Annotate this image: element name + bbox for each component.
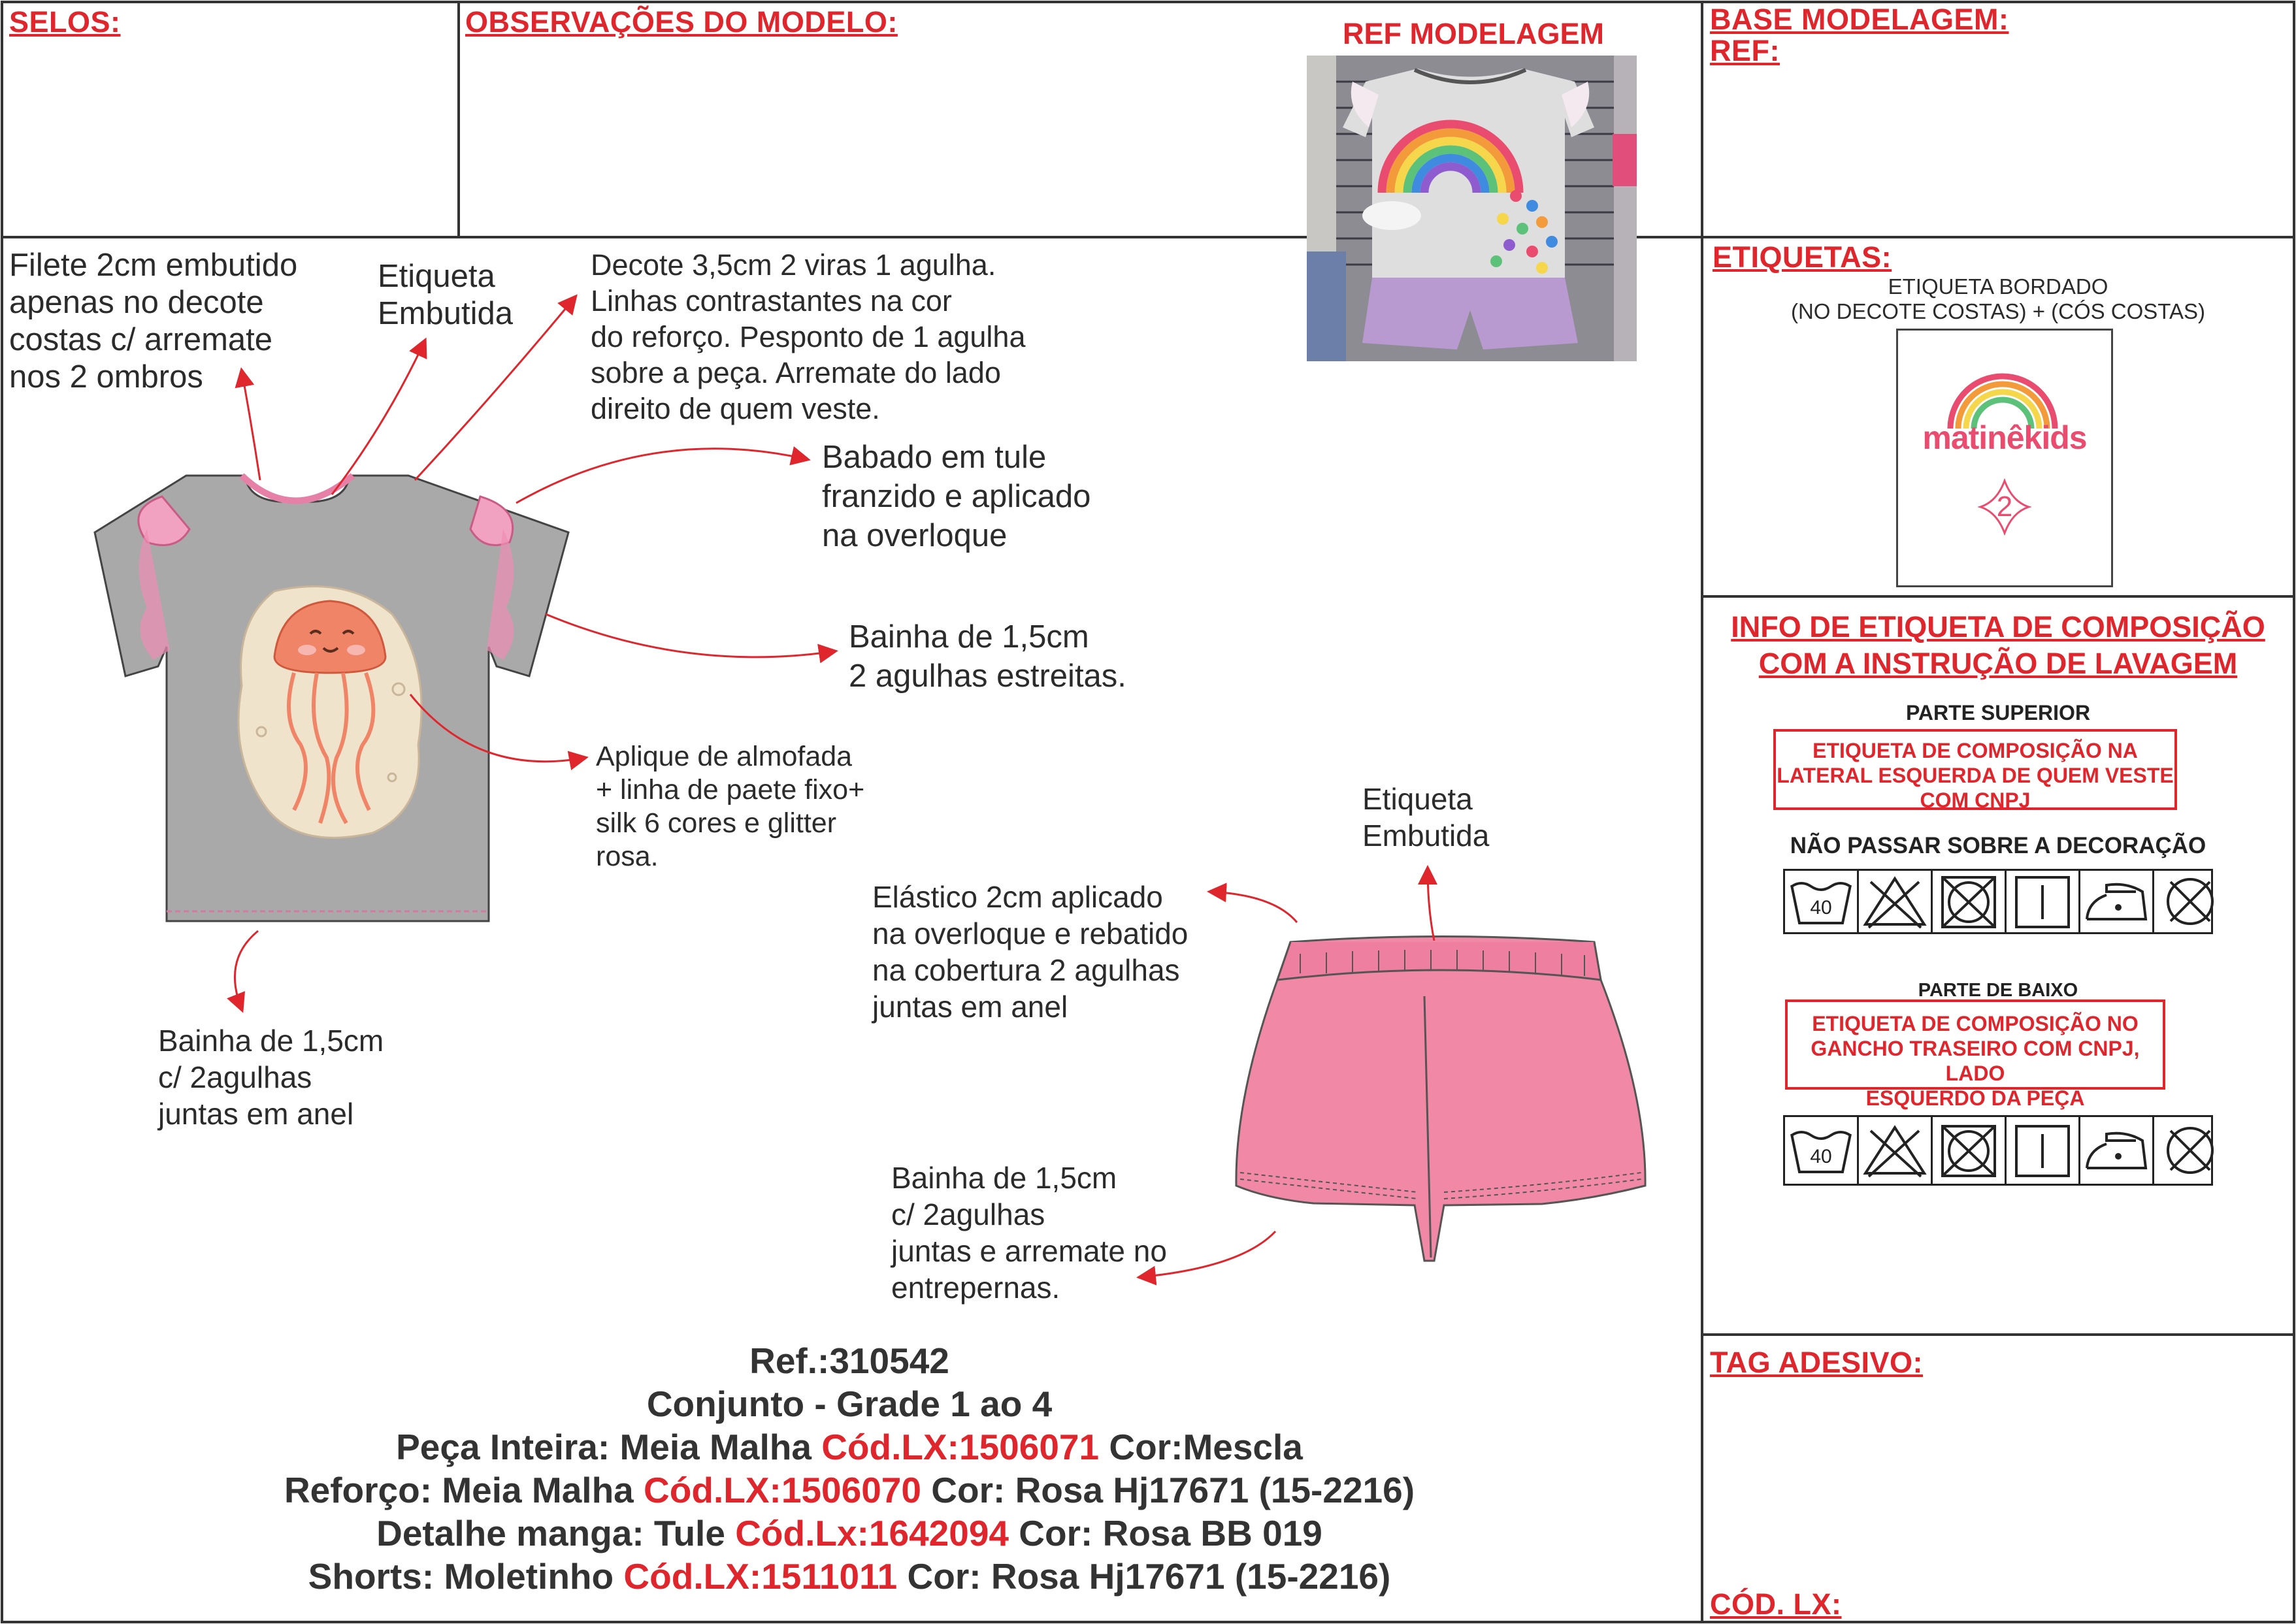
brand-name: matinêkids [1922,419,2087,456]
note-etiqueta-top [378,258,513,333]
note-filete [9,247,297,396]
etiquetas-header: ETIQUETAS: [1713,240,1892,274]
spec-color: Cor: Rosa BB 019 [1009,1513,1322,1553]
note-etiqueta-short [1362,781,1489,854]
note-line: Decote 3,5cm 2 viras 1 agulha. [591,248,996,282]
iron-low-icon [2080,1117,2154,1184]
note-line: nos 2 ombros [9,359,203,395]
no-tumble-dry-icon [1933,1117,2007,1184]
spec-label: Detalhe manga: Tule [376,1513,736,1553]
spec-label: Peça Inteira: Meia Malha [396,1427,822,1467]
note-line: sobre a peça. Arremate do lado [591,356,1001,389]
spec-detalhe-manga [0,1512,1699,1555]
note-line: do reforço. Pesponto de 1 agulha [591,320,1026,353]
parte-superior-label: PARTE SUPERIOR [1905,701,2091,724]
no-tumble-dry-icon [1933,871,2007,932]
wash-40-icon [1785,1117,1859,1184]
note-babado [822,438,1091,555]
note-bainha-manga [849,617,1126,696]
warning-text: NÃO PASSAR SOBRE A DECORAÇÃO [1790,833,2206,858]
note-line: Babado em tule [822,440,1047,475]
box-line: ESQUERDO DA PEÇA [1865,1086,2085,1110]
note-line: Bainha de 1,5cm [849,619,1089,655]
note-bainha-blusa [158,1022,384,1132]
spec-label: Reforço: Meia Malha [284,1470,644,1510]
note-line: Linhas contrastantes na cor [591,284,952,317]
note-line: juntas em anel [158,1097,354,1131]
note-line: c/ 2agulhas [891,1197,1045,1231]
etiqueta-bordado-caption [1702,274,2294,324]
box-line: ETIQUETA DE COMPOSIÇÃO NA [1812,739,2138,762]
note-line: Aplique de almofada [596,741,853,772]
note-aplique [596,740,864,873]
iron-low-icon [2080,871,2154,932]
ref-header: REF: [1710,34,1780,67]
spec-conjunto: Conjunto - Grade 1 ao 4 [646,1384,1053,1424]
note-line: direito de quem veste. [591,392,880,425]
note-line: Bainha de 1,5cm [158,1024,384,1058]
note-line: Elástico 2cm aplicado [872,880,1163,914]
spec-color: Cor:Mescla [1099,1427,1303,1467]
note-line: Etiqueta [378,259,495,294]
spec-ref: Ref.:310542 [749,1340,949,1381]
cod-lx-header: CÓD. LX: [1710,1587,1842,1621]
brand-label [1896,329,2113,587]
spec-code: Cód.LX:1511011 [623,1556,898,1597]
bottom-composition-box [1785,999,2165,1110]
no-dry-clean-icon [2154,871,2226,932]
etiqueta-line: ETIQUETA BORDADO [1888,274,2108,299]
spec-label: Shorts: Moletinho [308,1556,624,1597]
note-decote [591,247,1026,427]
box-line: GANCHO TRASEIRO COM CNPJ, LADO [1811,1037,2140,1085]
brand-logo-graphic [1898,331,2111,585]
note-line: Bainha de 1,5cm [891,1161,1117,1195]
care-symbols-bottom [1783,1115,2213,1186]
no-dry-clean-icon [2154,1117,2226,1184]
selos-header: SELOS: [9,5,121,39]
note-line: juntas em anel [872,990,1068,1024]
note-line: silk 6 cores e glitter [596,807,837,839]
line-dry-icon [2007,871,2080,932]
wash-temp: 40 [1810,897,1832,918]
note-line: 2 agulhas estreitas. [849,658,1126,694]
note-line: na overloque [822,518,1008,553]
info-title-line: COM A INSTRUÇÃO DE LAVAGEM [1758,647,2238,680]
info-title-line: INFO DE ETIQUETA DE COMPOSIÇÃO [1731,610,2265,643]
box-line: COM CNPJ [1920,788,2031,812]
etiqueta-line: (NO DECOTE COSTAS) + (CÓS COSTAS) [1790,299,2206,323]
box-line: LATERAL ESQUERDA DE QUEM VESTE [1777,764,2174,787]
note-bainha-short [891,1160,1167,1306]
size-number: 2 [1996,491,2013,523]
note-line: c/ 2agulhas [158,1060,312,1094]
no-bleach-icon [1859,871,1933,932]
wash-temp: 40 [1810,1146,1832,1167]
note-line: juntas e arremate no [891,1234,1167,1268]
wash-40-icon [1785,871,1859,932]
spec-peca-inteira [0,1425,1699,1469]
spec-color: Cor: Rosa Hj17671 (15-2216) [897,1556,1391,1597]
note-line: apenas no decote [9,285,264,320]
box-line: ETIQUETA DE COMPOSIÇÃO NO [1812,1012,2139,1035]
ref-modelagem-title: REF MODELAGEM [1343,17,1604,50]
base-modelagem-header: BASE MODELAGEM: [1710,3,2009,36]
spec-shorts [0,1555,1699,1598]
spec-code: Cód.LX:1506070 [644,1470,921,1510]
spec-code: Cód.Lx:1642094 [735,1513,1009,1553]
info-title [1702,609,2294,682]
spec-color: Cor: Rosa Hj17671 (15-2216) [921,1470,1415,1510]
tag-adesivo-header: TAG ADESIVO: [1710,1346,1924,1379]
note-line: entrepernas. [891,1271,1060,1305]
note-line: na cobertura 2 agulhas [872,953,1180,987]
note-line: Filete 2cm embutido [9,248,298,283]
parte-de-baixo-label: PARTE DE BAIXO [1918,980,2078,1001]
spec-code: Cód.LX:1506071 [821,1427,1100,1467]
note-line: Embutida [1362,819,1490,853]
observacoes-header: OBSERVAÇÕES DO MODELO: [465,5,898,39]
top-composition-box [1773,729,2177,810]
spec-reforco [0,1469,1699,1512]
spec-block [0,1339,1699,1598]
note-line: franzido e aplicado [822,479,1091,514]
care-symbols-top [1783,869,2213,934]
note-line: + linha de paete fixo+ [596,774,865,805]
note-line: costas c/ arremate [9,322,273,357]
line-dry-icon [2007,1117,2080,1184]
note-line: Embutida [378,296,514,331]
note-line: Etiqueta [1362,782,1473,816]
note-elastico [872,879,1188,1025]
note-line: na overloque e rebatido [872,917,1189,950]
no-bleach-icon [1859,1117,1933,1184]
note-line: rosa. [596,841,659,872]
